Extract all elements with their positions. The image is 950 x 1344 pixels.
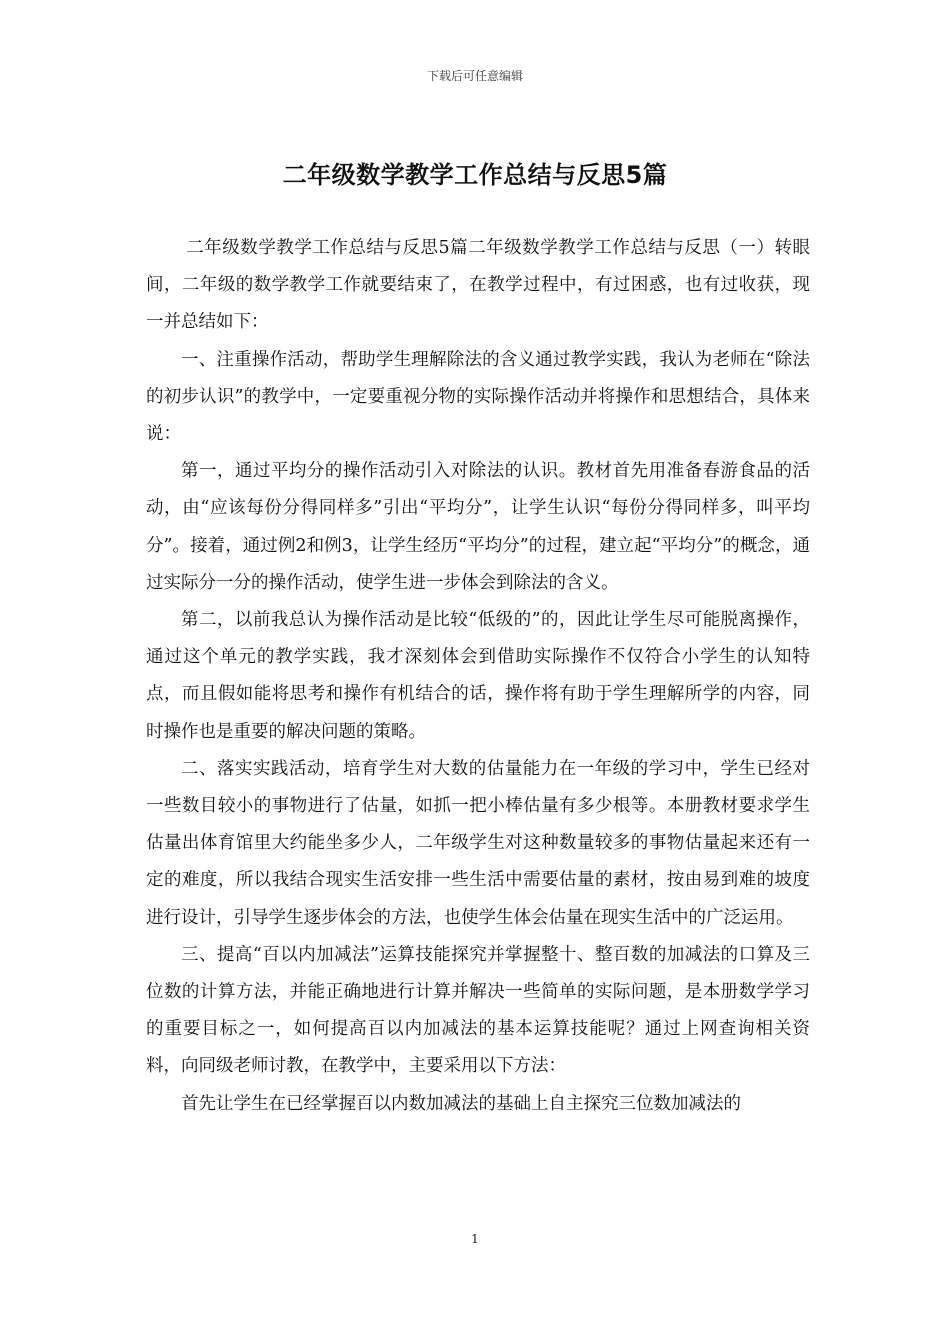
document-title: 二年级数学教学工作总结与反思5篇 <box>282 161 668 189</box>
paragraph-point-one: 第一，通过平均分的操作活动引入对除法的认识。教材首先用准备春游食品的活动，由“应该每份分得同样多”引出“平均分”，让学生认识“每份分得同样多，叫平均分”。接着，通过例2和例3，让学生经历“平均分”的过程，建立起“平均分”的概念，通过实际分一分的操作活动，使学生进一步体会到除法的含义。 <box>146 461 810 593</box>
paragraph-point-two: 第二，以前我总认为操作活动是比较“低级的”的，因此让学生尽可能脱离操作，通过这个单元的教学实践，我才深刻体会到借助实际操作不仅符合小学生的认知特点，而且假如能将思考和操作有机结合的话，操作将有助于学生理解所学的内容，同时操作也是重要的解决问题的策略。 <box>146 610 810 742</box>
header-note: 下载后可任意编辑 <box>426 69 523 83</box>
paragraph-intro: 二年级数学教学工作总结与反思5篇二年级数学教学工作总结与反思（一）转眼间，二年级的数学教学工作就要结束了，在教学过程中，有过困惑，也有过收获，现一并总结如下： <box>146 238 810 333</box>
page-number: 1 <box>471 1232 479 1246</box>
paragraph-section-two: 二、落实实践活动，培育学生对大数的估量能力在一年级的学习中，学生已经对一些数目较小的事物进行了估量，如抓一把小棒估量有多少根等。本册教材要求学生估量出体育馆里大约能坐多少人，二年级学生对这种数量较多的事物估量起来还有一定的难度，所以我结合现实生活安排一些生活中需要估量的素材，按由易到难的坡度进行设计，引导学生逐步体会的方法，也使学生体会估量在现实生活中的广泛运用。 <box>146 758 810 928</box>
paragraph-section-three: 三、提高“百以内加减法”运算技能探究并掌握整十、整百数的加减法的口算及三位数的计算方法，并能正确地进行计算并解决一些简单的实际问题，是本册数学学习的重要目标之一，如何提高百以内加减法的基本运算技能呢？通过上网查询相关资料，向同级老师讨教，在教学中，主要采用以下方法： <box>146 944 810 1077</box>
paragraph-section-one: 一、注重操作活动，帮助学生理解除法的含义通过教学实践，我认为老师在“除法的初步认识”的教学中，一定要重视分物的实际操作活动并将操作和思想结合，具体来说： <box>146 349 810 445</box>
document-body <box>146 230 810 1123</box>
paragraph-method-first: 首先让学生在已经掌握百以内数加减法的基础上自主探究三位数加减法的 <box>181 1093 741 1114</box>
